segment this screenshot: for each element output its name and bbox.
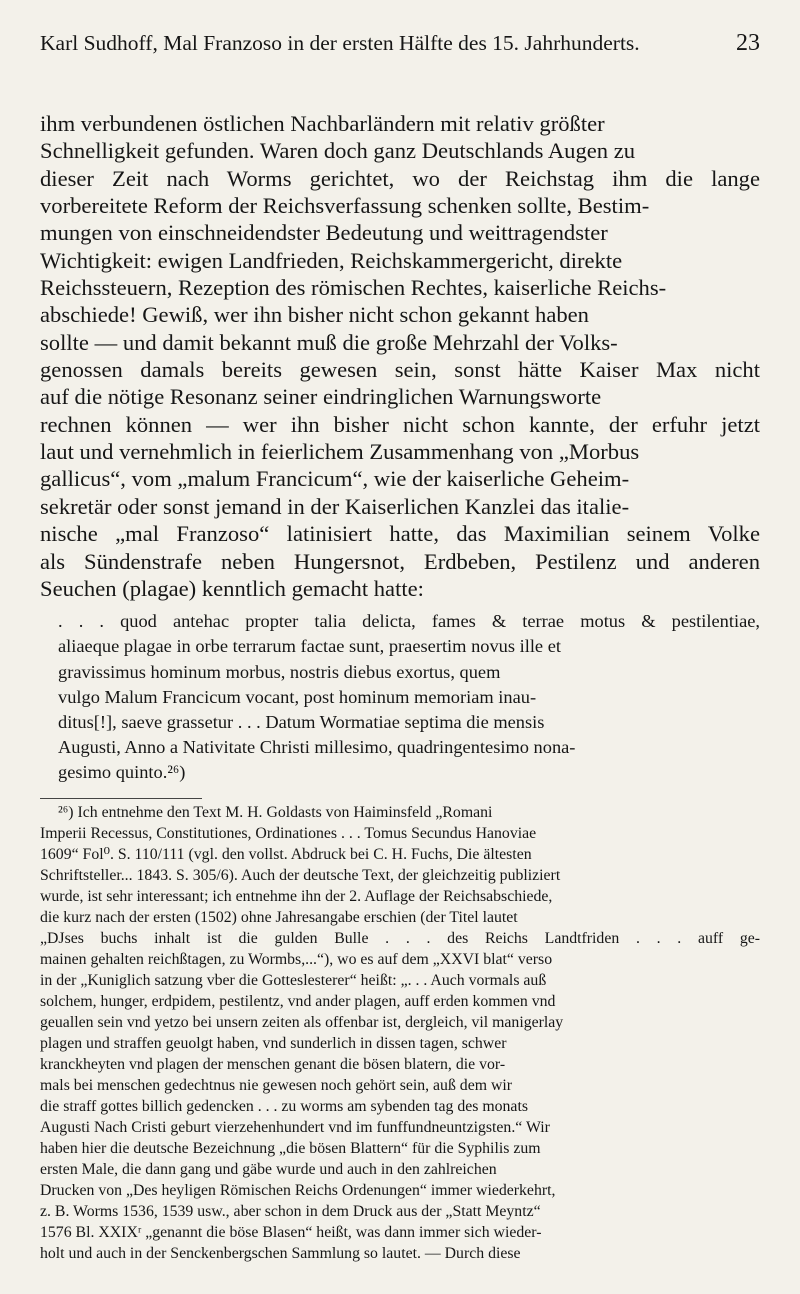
footnote-line: haben hier die deutsche Bezeichnung „die bösen Blattern“ für die Syphilis zum — [40, 1139, 541, 1157]
latin-quotation — [40, 609, 760, 785]
footnote-line: mainen gehalten reichßtagen, zu Wormbs,...“), wo es auf dem „XXVI blat“ verso — [40, 950, 553, 968]
text-line: vorbereitete Reform der Reichsverfassung schenken sollte, Bestim- — [40, 193, 650, 219]
running-header — [40, 30, 760, 60]
quote-line: gravissimus hominum morbus, nostris diebus exortus, quem — [58, 661, 501, 682]
footnote-line: holt und auch in der Senckenbergschen Sammlung so lautet. — Durch diese — [40, 1244, 521, 1262]
footnote-line: ersten Male, die dann gang und gäbe wurde und auch in den zahlreichen — [40, 1160, 497, 1178]
text-line: als Sündenstrafe neben Hungersnot, Erdbeben, Pestilenz und anderen — [40, 548, 760, 574]
footnote-line: 1576 Bl. XXIXʳ „genannt die böse Blasen“ heißt, was dann immer sich wieder- — [40, 1223, 542, 1241]
footnote-26 — [40, 802, 760, 1264]
footnote-line: z. B. Worms 1536, 1539 usw., aber schon in dem Druck aus der „Statt Meyntz“ — [40, 1202, 541, 1220]
text-line: sekretär oder sonst jemand in der Kaiserlichen Kanzlei das italie- — [40, 493, 630, 519]
text-line: auf die nötige Resonanz seiner eindringlichen Warnungsworte — [40, 384, 602, 410]
footnote-line: geuallen sein vnd yetzo bei unsern zeiten als offenbar ist, dergleich, vil manigerlay — [40, 1013, 564, 1031]
text-line: abschiede! Gewiß, wer ihn bisher nicht schon gekannt haben — [40, 302, 589, 328]
book-page — [40, 30, 760, 1264]
footnote-line: „DJses buchs inhalt ist die gulden Bulle . . . des Reichs Landtfriden . . . auff ge- — [40, 929, 760, 947]
text-line: laut und vernehmlich in feierlichem Zusammenhang von „Morbus — [40, 439, 640, 465]
body-text — [40, 110, 760, 602]
running-title: Karl Sudhoff, Mal Franzoso in der ersten Hälfte des 15. Jahrhunderts. — [40, 31, 640, 55]
text-line: ihm verbundenen östlichen Nachbarländern mit relativ größter — [40, 111, 605, 136]
page-number: 23 — [736, 30, 760, 56]
footnote-line: plagen und straffen geuolgt haben, vnd sunderlich in dissen tagen, schwer — [40, 1034, 507, 1052]
text-line: Reichssteuern, Rezeption des römischen Rechtes, kaiserliche Reichs- — [40, 275, 667, 301]
text-line: dieser Zeit nach Worms gerichtet, wo der Reichstag ihm die lange — [40, 165, 760, 191]
text-line: genossen damals bereits gewesen sein, sonst hätte Kaiser Max nicht — [40, 357, 760, 383]
text-line: mungen von einschneidendster Bedeutung und weittragendster — [40, 220, 608, 246]
quote-line: aliaeque plagae in orbe terrarum factae sunt, praesertim novus ille et — [58, 636, 561, 657]
quote-line: vulgo Malum Francicum vocant, post hominum memoriam inau- — [58, 686, 537, 707]
text-line: nische „mal Franzoso“ latinisiert hatte, das Maximilian seinem Volke — [40, 521, 760, 547]
quote-line: ditus[!], saeve grassetur . . . Datum Wormatiae septima die mensis — [58, 712, 545, 732]
text-line: gallicus“, vom „malum Francicum“, wie der kaiserliche Geheim- — [40, 466, 630, 492]
footnote-line: Schriftsteller... 1843. S. 305/6). Auch der deutsche Text, der gleichzeitig publiziert — [40, 866, 561, 884]
footnote-line: wurde, ist sehr interessant; ich entnehme ihn der 2. Auflage der Reichsabschiede, — [40, 887, 553, 905]
text-line: Schnelligkeit gefunden. Waren doch ganz Deutschlands Augen zu — [40, 138, 636, 164]
text-line: sollte — und damit bekannt muß die große Mehrzahl der Volks- — [40, 329, 618, 355]
footnote-line: ²⁶) Ich entnehme den Text M. H. Goldasts von Haiminsfeld „Romani — [58, 803, 493, 821]
footnote-line: die straff gottes billich gedencken . . . zu worms am sybenden tag des monats — [40, 1097, 528, 1115]
text-line: rechnen können — wer ihn bisher nicht schon kannte, der erfuhr jetzt — [40, 411, 760, 437]
footnote-line: Augusti Nach Cristi geburt vierzehenhundert vnd im funffundneuntzigsten.“ Wir — [40, 1118, 550, 1136]
footnote-separator — [40, 798, 202, 799]
footnote-line: Drucken von „Des heyligen Römischen Reichs Ordenungen“ immer wiederkehrt, — [40, 1181, 556, 1199]
footnote-line: die kurz nach der ersten (1502) ohne Jahresangabe erschien (der Titel lautet — [40, 908, 518, 926]
quote-line: gesimo quinto.²⁶) — [58, 762, 186, 783]
footnote-line: solchem, hunger, erdpidem, pestilentz, vnd ander plagen, auff erden kommen vnd — [40, 992, 556, 1010]
quote-line: . . . quod antehac propter talia delicta, fames & terrae motus & pestilentiae, — [58, 611, 760, 632]
footnote-line: kranckheyten vnd plagen der menschen genant die bösen blatern, die vor- — [40, 1055, 506, 1073]
footnote-line: 1609“ Fol⁰. S. 110/111 (vgl. den vollst. Abdruck bei C. H. Fuchs, Die ältesten — [40, 845, 532, 863]
text-line: Seuchen (plagae) kenntlich gemacht hatte: — [40, 575, 424, 601]
footnote-line: Imperii Recessus, Constitutiones, Ordinationes . . . Tomus Secundus Hanoviae — [40, 824, 537, 842]
text-line: Wichtigkeit: ewigen Landfrieden, Reichskammergericht, direkte — [40, 247, 623, 273]
quote-line: Augusti, Anno a Nativitate Christi millesimo, quadringentesimo nona- — [58, 737, 576, 758]
footnote-line: in der „Kuniglich satzung vber die Gotteslesterer“ heißt: „. . . Auch vormals auß — [40, 971, 547, 989]
footnote-line: mals bei menschen gedechtnus nie gewesen noch gehört sein, auß dem wir — [40, 1076, 513, 1094]
